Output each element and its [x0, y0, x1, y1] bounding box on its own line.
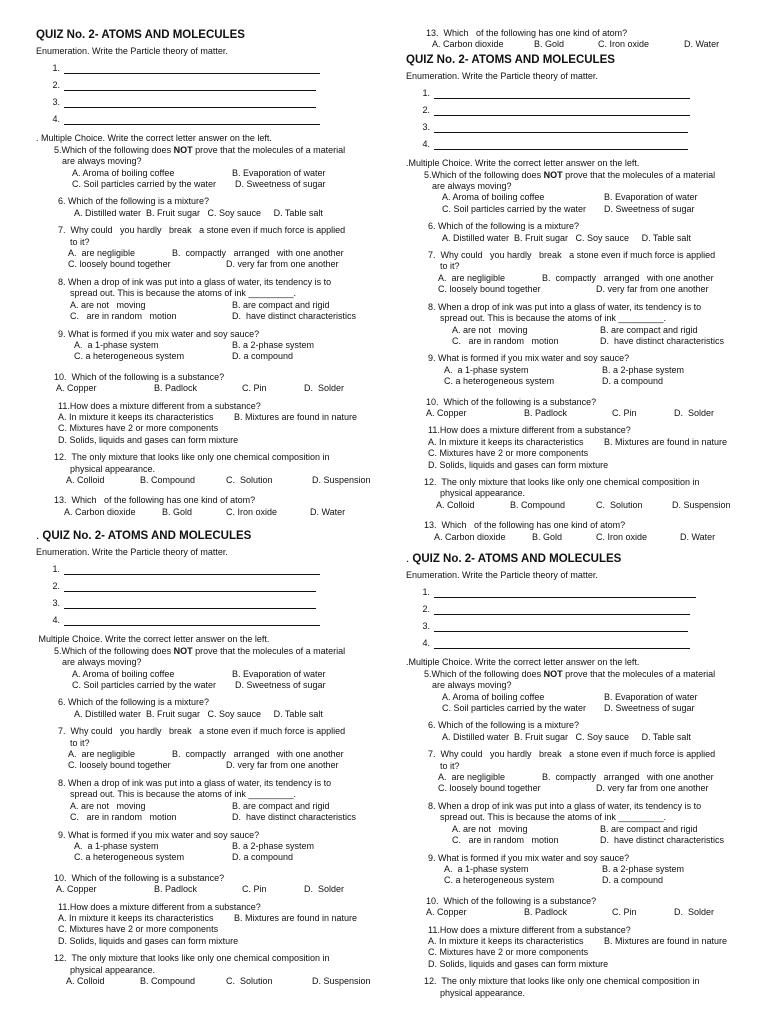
enum-instruction: Enumeration. Write the Particle theory of matter.	[36, 46, 228, 56]
question-5: 5.Which of the following does NOT prove that the molecules of a material are always moving? A. Aroma of boiling coffee B. Evaporation of water C. Soil particles carried by the water D. Sweetness of sugar	[54, 144, 346, 190]
question-9: 9. What is formed if you mix water and soy sauce? A. a 1-phase system B. a 2-phase system C. a heterogeneous system D. a compound	[58, 829, 315, 863]
question-6: 6. Which of the following is a mixture? A. Distilled water B. Fruit sugar C. Soy sauce D. Table salt	[428, 221, 691, 243]
quiz-block-bottom-right	[406, 552, 768, 999]
enum-instruction: Enumeration. Write the Particle theory of matter.	[406, 570, 598, 580]
enum-line-4: 4.	[52, 612, 406, 626]
question-11: 11.How does a mixture different from a substance? A. In mixture it keeps its characteristics B. Mixtures are found in nature C. Mixtures have 2 or more components D. Solids, liquids and gases can form mixture	[58, 901, 358, 946]
question-13: 13. Which of the following has one kind of atom? A. Carbon dioxide B. Gold C. Iron oxide D. Water	[54, 495, 346, 517]
question-11: 11.How does a mixture different from a substance? A. In mixture it keeps its characteristics B. Mixtures are found in nature C. Mixtures have 2 or more components D. Solids, liquids and gases can form mixture	[428, 425, 728, 470]
enum-line-1: 1.	[52, 561, 406, 575]
quiz-title: . QUIZ No. 2- ATOMS AND MOLECULES	[36, 530, 252, 542]
question-12: 12. The only mixture that looks like only one chemical composition in physical appearance.	[424, 976, 700, 998]
question-9: 9. What is formed if you mix water and soy sauce? A. a 1-phase system B. a 2-phase system C. a heterogeneous system D. a compound	[428, 852, 685, 886]
quiz-block-top-right	[406, 28, 768, 543]
question-6: 6. Which of the following is a mixture? A. Distilled water B. Fruit sugar C. Soy sauce D. Table salt	[428, 720, 691, 742]
enum-line-2: 2.	[52, 77, 406, 91]
question-7: 7. Why could you hardly break a stone even if much force is applied to it? A. are negligible B. compactly arranged with one another C. loosely bound together D. very far from one another	[58, 225, 346, 270]
quiz-title: QUIZ No. 2- ATOMS AND MOLECULES	[406, 53, 615, 66]
question-8: 8. When a drop of ink was put into a glass of water, its tendency is to spread out. This is because the atoms of ink _________. A. are not moving B. are compact and rigid C. are in random motion D. have distinct characteristics	[58, 276, 357, 322]
mc-instruction: .Multiple Choice. Write the correct letter answer on the left.	[406, 158, 640, 169]
question-7: 7. Why could you hardly break a stone even if much force is applied to it? A. are negligible B. compactly arranged with one another C. loosely bound together D. very far from one another	[58, 726, 346, 771]
enum-line-3: 3.	[52, 595, 406, 609]
enum-line-4: 4.	[422, 635, 768, 649]
question-8: 8. When a drop of ink was put into a glass of water, its tendency is to spread out. This is because the atoms of ink _________. A. are not moving B. are compact and rigid C. are in random motion D. have distinct characteristics	[58, 777, 357, 823]
question-7: 7. Why could you hardly break a stone even if much force is applied to it? A. are negligible B. compactly arranged with one another C. loosely bound together D. very far from one another	[428, 749, 716, 794]
quiz-block-bottom-left	[36, 529, 406, 987]
enum-line-1: 1.	[52, 60, 406, 74]
question-9: 9. What is formed if you mix water and soy sauce? A. a 1-phase system B. a 2-phase system C. a heterogeneous system D. a compound	[58, 328, 315, 362]
question-10: 10. Which of the following is a substance? A. Copper B. Padlock C. Pin D. Solder	[426, 396, 715, 418]
enum-line-3: 3.	[52, 94, 406, 108]
enum-line-4: 4.	[52, 111, 406, 125]
enum-line-2: 2.	[422, 102, 768, 116]
enum-instruction: Enumeration. Write the Particle theory of matter.	[36, 547, 228, 557]
mc-instruction: . Multiple Choice. Write the correct letter answer on the left.	[36, 133, 272, 144]
question-10: 10. Which of the following is a substance? A. Copper B. Padlock C. Pin D. Solder	[54, 371, 345, 394]
enum-line-3: 3.	[422, 618, 768, 632]
question-7: 7. Why could you hardly break a stone even if much force is applied to it? A. are negligible B. compactly arranged with one another C. loosely bound together D. very far from one another	[428, 250, 716, 295]
enum-line-2: 2.	[52, 578, 406, 592]
question-5: 5.Which of the following does NOT prove that the molecules of a material are always moving? A. Aroma of boiling coffee B. Evaporation of water C. Soil particles carried by the water D. Sweetness of sugar	[54, 645, 346, 691]
mc-instruction: Multiple Choice. Write the correct letter answer on the left.	[36, 634, 270, 645]
enum-line-1: 1.	[422, 85, 768, 99]
question-13: 13. Which of the following has one kind of atom? A. Carbon dioxide B. Gold C. Iron oxide D. Water	[424, 520, 716, 542]
question-6: 6. Which of the following is a mixture? A. Distilled water B. Fruit sugar C. Soy sauce D. Table salt	[58, 697, 323, 719]
question-11: 11.How does a mixture different from a substance? A. In mixture it keeps its characteristics B. Mixtures are found in nature C. Mixtures have 2 or more components D. Solids, liquids and gases can form mixture	[428, 924, 728, 969]
enum-line-1: 1.	[422, 584, 768, 598]
quiz-block-top-left	[36, 28, 406, 518]
enum-line-4: 4.	[422, 136, 768, 150]
question-12: 12. The only mixture that looks like only one chemical composition in physical appearance. A. Colloid B. Compound C. Solution D. Suspension	[424, 476, 731, 510]
quiz-title: QUIZ No. 2- ATOMS AND MOLECULES	[36, 29, 245, 41]
question-12: 12. The only mixture that looks like only one chemical composition in physical appearance. A. Colloid B. Compound C. Solution D. Suspension	[54, 953, 371, 986]
quiz-title: . QUIZ No. 2- ATOMS AND MOLECULES	[406, 553, 622, 565]
question-8: 8. When a drop of ink was put into a glass of water, its tendency is to spread out. This is because the atoms of ink _________. A. are not moving B. are compact and rigid C. are in random motion D. have distinct characteristics	[428, 800, 725, 846]
question-10: 10. Which of the following is a substance? A. Copper B. Padlock C. Pin D. Solder	[426, 895, 715, 918]
mc-instruction: .Multiple Choice. Write the correct letter answer on the left.	[406, 657, 640, 668]
question-8: 8. When a drop of ink was put into a glass of water, its tendency is to spread out. This is because the atoms of ink _________. A. are not moving B. are compact and rigid C. are in random motion D. have distinct characteristics	[428, 301, 725, 346]
question-13-carry: 13. Which of the following has one kind of atom? A. Carbon dioxide B. Gold C. Iron oxide D. Water	[426, 28, 720, 50]
question-9: 9. What is formed if you mix water and soy sauce? A. a 1-phase system B. a 2-phase system C. a heterogeneous system D. a compound	[428, 353, 685, 387]
question-11: 11.How does a mixture different from a substance? A. In mixture it keeps its characteristics B. Mixtures are found in nature C. Mixtures have 2 or more components D. Solids, liquids and gases can form mixture	[58, 400, 358, 445]
enum-instruction: Enumeration. Write the Particle theory of matter.	[406, 70, 598, 81]
question-5: 5.Which of the following does NOT prove that the molecules of a material are always moving? A. Aroma of boiling coffee B. Evaporation of water C. Soil particles carried by the water D. Sweetness of sugar	[424, 668, 716, 714]
question-10: 10. Which of the following is a substance? A. Copper B. Padlock C. Pin D. Solder	[54, 872, 345, 895]
question-12: 12. The only mixture that looks like only one chemical composition in physical appearance. A. Colloid B. Compound C. Solution D. Suspension	[54, 452, 371, 485]
question-6: 6. Which of the following is a mixture? A. Distilled water B. Fruit sugar C. Soy sauce D. Table salt	[58, 196, 323, 218]
enum-line-3: 3.	[422, 119, 768, 133]
question-5: 5.Which of the following does NOT prove that the molecules of a material are always moving? A. Aroma of boiling coffee B. Evaporation of water C. Soil particles carried by the water D. Sweetness of sugar	[424, 169, 716, 214]
enum-line-2: 2.	[422, 601, 768, 615]
